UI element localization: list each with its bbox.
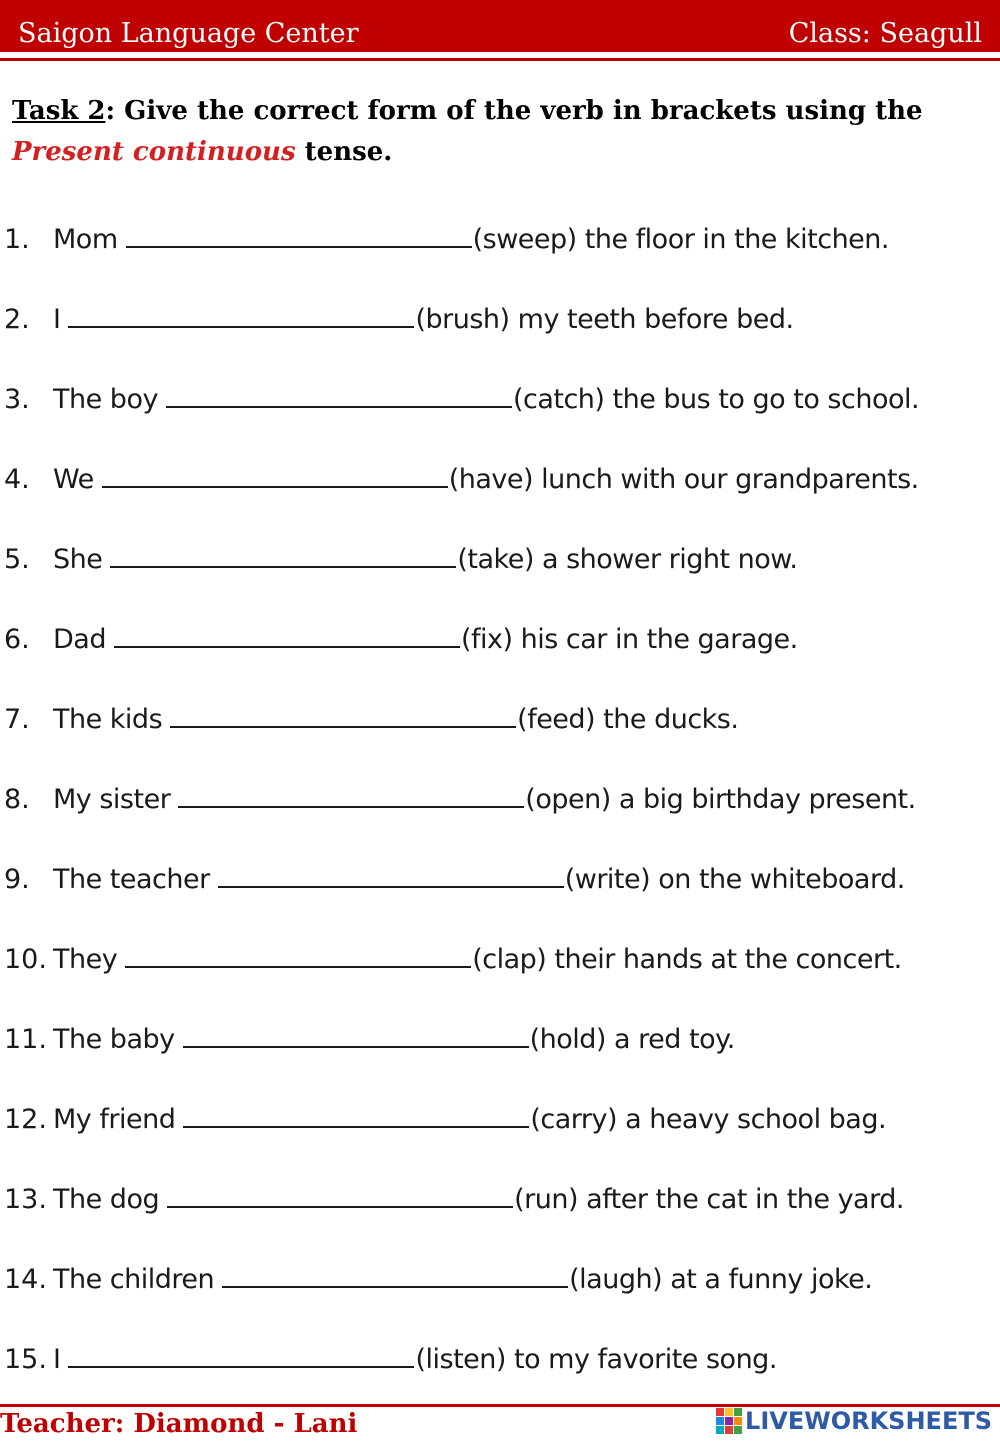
answer-blank[interactable] [222, 1260, 568, 1288]
item-verb-and-rest: (open) a big birthday present. [525, 784, 916, 815]
item-verb-and-rest: (clap) their hands at the concert. [472, 944, 902, 975]
item-sentence [53, 540, 797, 580]
item-sentence [53, 860, 905, 900]
exercise-item [0, 1020, 1000, 1060]
item-verb-and-rest: (take) a shower right now. [457, 544, 798, 575]
item-verb-and-rest: (sweep) the floor in the kitchen. [472, 224, 889, 255]
header-bar [0, 0, 1000, 52]
item-subject: I [53, 1344, 61, 1375]
exercise-item [0, 1340, 1000, 1380]
exercise-item [0, 380, 1000, 420]
item-subject: She [53, 544, 103, 575]
item-number: 4. [4, 464, 30, 495]
exercise-item [0, 780, 1000, 820]
item-subject: The dog [53, 1184, 160, 1215]
item-sentence [53, 380, 919, 420]
item-sentence [53, 460, 919, 500]
item-number: 8. [4, 784, 30, 815]
item-number: 7. [4, 704, 30, 735]
item-sentence [53, 620, 798, 660]
item-number: 12. [4, 1104, 47, 1135]
item-sentence [53, 780, 916, 820]
answer-blank[interactable] [170, 700, 516, 728]
exercise-item [0, 1100, 1000, 1140]
exercise-item [0, 220, 1000, 260]
item-verb-and-rest: (fix) his car in the garage. [460, 624, 798, 655]
item-number: 6. [4, 624, 30, 655]
liveworksheets-logo-icon [716, 1408, 742, 1434]
exercise-item [0, 460, 1000, 500]
task-tense-emphasis: Present continuous [12, 137, 296, 167]
task-text-after: tense. [295, 137, 393, 167]
item-verb-and-rest: (listen) to my favorite song. [415, 1344, 777, 1375]
item-sentence [53, 1340, 777, 1380]
answer-blank[interactable] [68, 1340, 414, 1368]
item-sentence [53, 1100, 886, 1140]
exercise-item [0, 1260, 1000, 1300]
item-sentence [53, 1020, 735, 1060]
item-sentence [53, 700, 738, 740]
brand-name: LIVEWORKSHEETS [745, 1407, 992, 1435]
answer-blank[interactable] [183, 1100, 529, 1128]
item-sentence [53, 940, 902, 980]
item-sentence [53, 220, 889, 260]
exercise-item [0, 540, 1000, 580]
item-subject: My sister [53, 784, 171, 815]
item-subject: The boy [53, 384, 158, 415]
item-number: 3. [4, 384, 30, 415]
item-number: 11. [4, 1024, 47, 1055]
item-sentence [53, 300, 794, 340]
item-subject: Mom [53, 224, 118, 255]
item-subject: The baby [53, 1024, 175, 1055]
item-verb-and-rest: (brush) my teeth before bed. [415, 304, 794, 335]
header-divider [0, 58, 1000, 61]
item-verb-and-rest: (run) after the cat in the yard. [514, 1184, 904, 1215]
brand-watermark [716, 1406, 992, 1436]
answer-blank[interactable] [114, 620, 460, 648]
item-subject: The children [53, 1264, 215, 1295]
exercise-item [0, 300, 1000, 340]
item-number: 10. [4, 944, 47, 975]
answer-blank[interactable] [178, 780, 524, 808]
item-subject: They [53, 944, 118, 975]
item-verb-and-rest: (laugh) at a funny joke. [569, 1264, 873, 1295]
item-verb-and-rest: (have) lunch with our grandparents. [448, 464, 919, 495]
item-verb-and-rest: (hold) a red toy. [529, 1024, 735, 1055]
item-verb-and-rest: (write) on the whiteboard. [564, 864, 905, 895]
answer-blank[interactable] [166, 380, 512, 408]
item-subject: The kids [53, 704, 163, 735]
exercise-item [0, 940, 1000, 980]
task-label: Task 2 [12, 96, 106, 126]
item-verb-and-rest: (catch) the bus to go to school. [512, 384, 920, 415]
answer-blank[interactable] [125, 940, 471, 968]
item-number: 14. [4, 1264, 47, 1295]
teacher-credit: Teacher: Diamond - Lani [0, 1409, 358, 1439]
item-verb-and-rest: (carry) a heavy school bag. [530, 1104, 887, 1135]
item-number: 9. [4, 864, 30, 895]
task-instructions [12, 91, 982, 173]
class-label: Class: Seagull [788, 18, 982, 49]
answer-blank[interactable] [68, 300, 414, 328]
exercise-item [0, 860, 1000, 900]
exercise-item [0, 620, 1000, 660]
answer-blank[interactable] [126, 220, 472, 248]
item-subject: I [53, 304, 61, 335]
item-number: 15. [4, 1344, 47, 1375]
item-verb-and-rest: (feed) the ducks. [517, 704, 739, 735]
item-subject: We [53, 464, 94, 495]
item-sentence [53, 1260, 872, 1300]
task-text-before: : Give the correct form of the verb in brackets using the [105, 96, 923, 126]
school-name: Saigon Language Center [18, 18, 359, 49]
answer-blank[interactable] [102, 460, 448, 488]
answer-blank[interactable] [183, 1020, 529, 1048]
item-number: 5. [4, 544, 30, 575]
item-subject: My friend [53, 1104, 176, 1135]
item-number: 13. [4, 1184, 47, 1215]
item-number: 1. [4, 224, 30, 255]
answer-blank[interactable] [167, 1180, 513, 1208]
item-sentence [53, 1180, 904, 1220]
exercise-item [0, 1180, 1000, 1220]
item-subject: The teacher [53, 864, 210, 895]
item-number: 2. [4, 304, 30, 335]
exercise-item [0, 700, 1000, 740]
answer-blank[interactable] [218, 860, 564, 888]
item-subject: Dad [53, 624, 106, 655]
answer-blank[interactable] [110, 540, 456, 568]
